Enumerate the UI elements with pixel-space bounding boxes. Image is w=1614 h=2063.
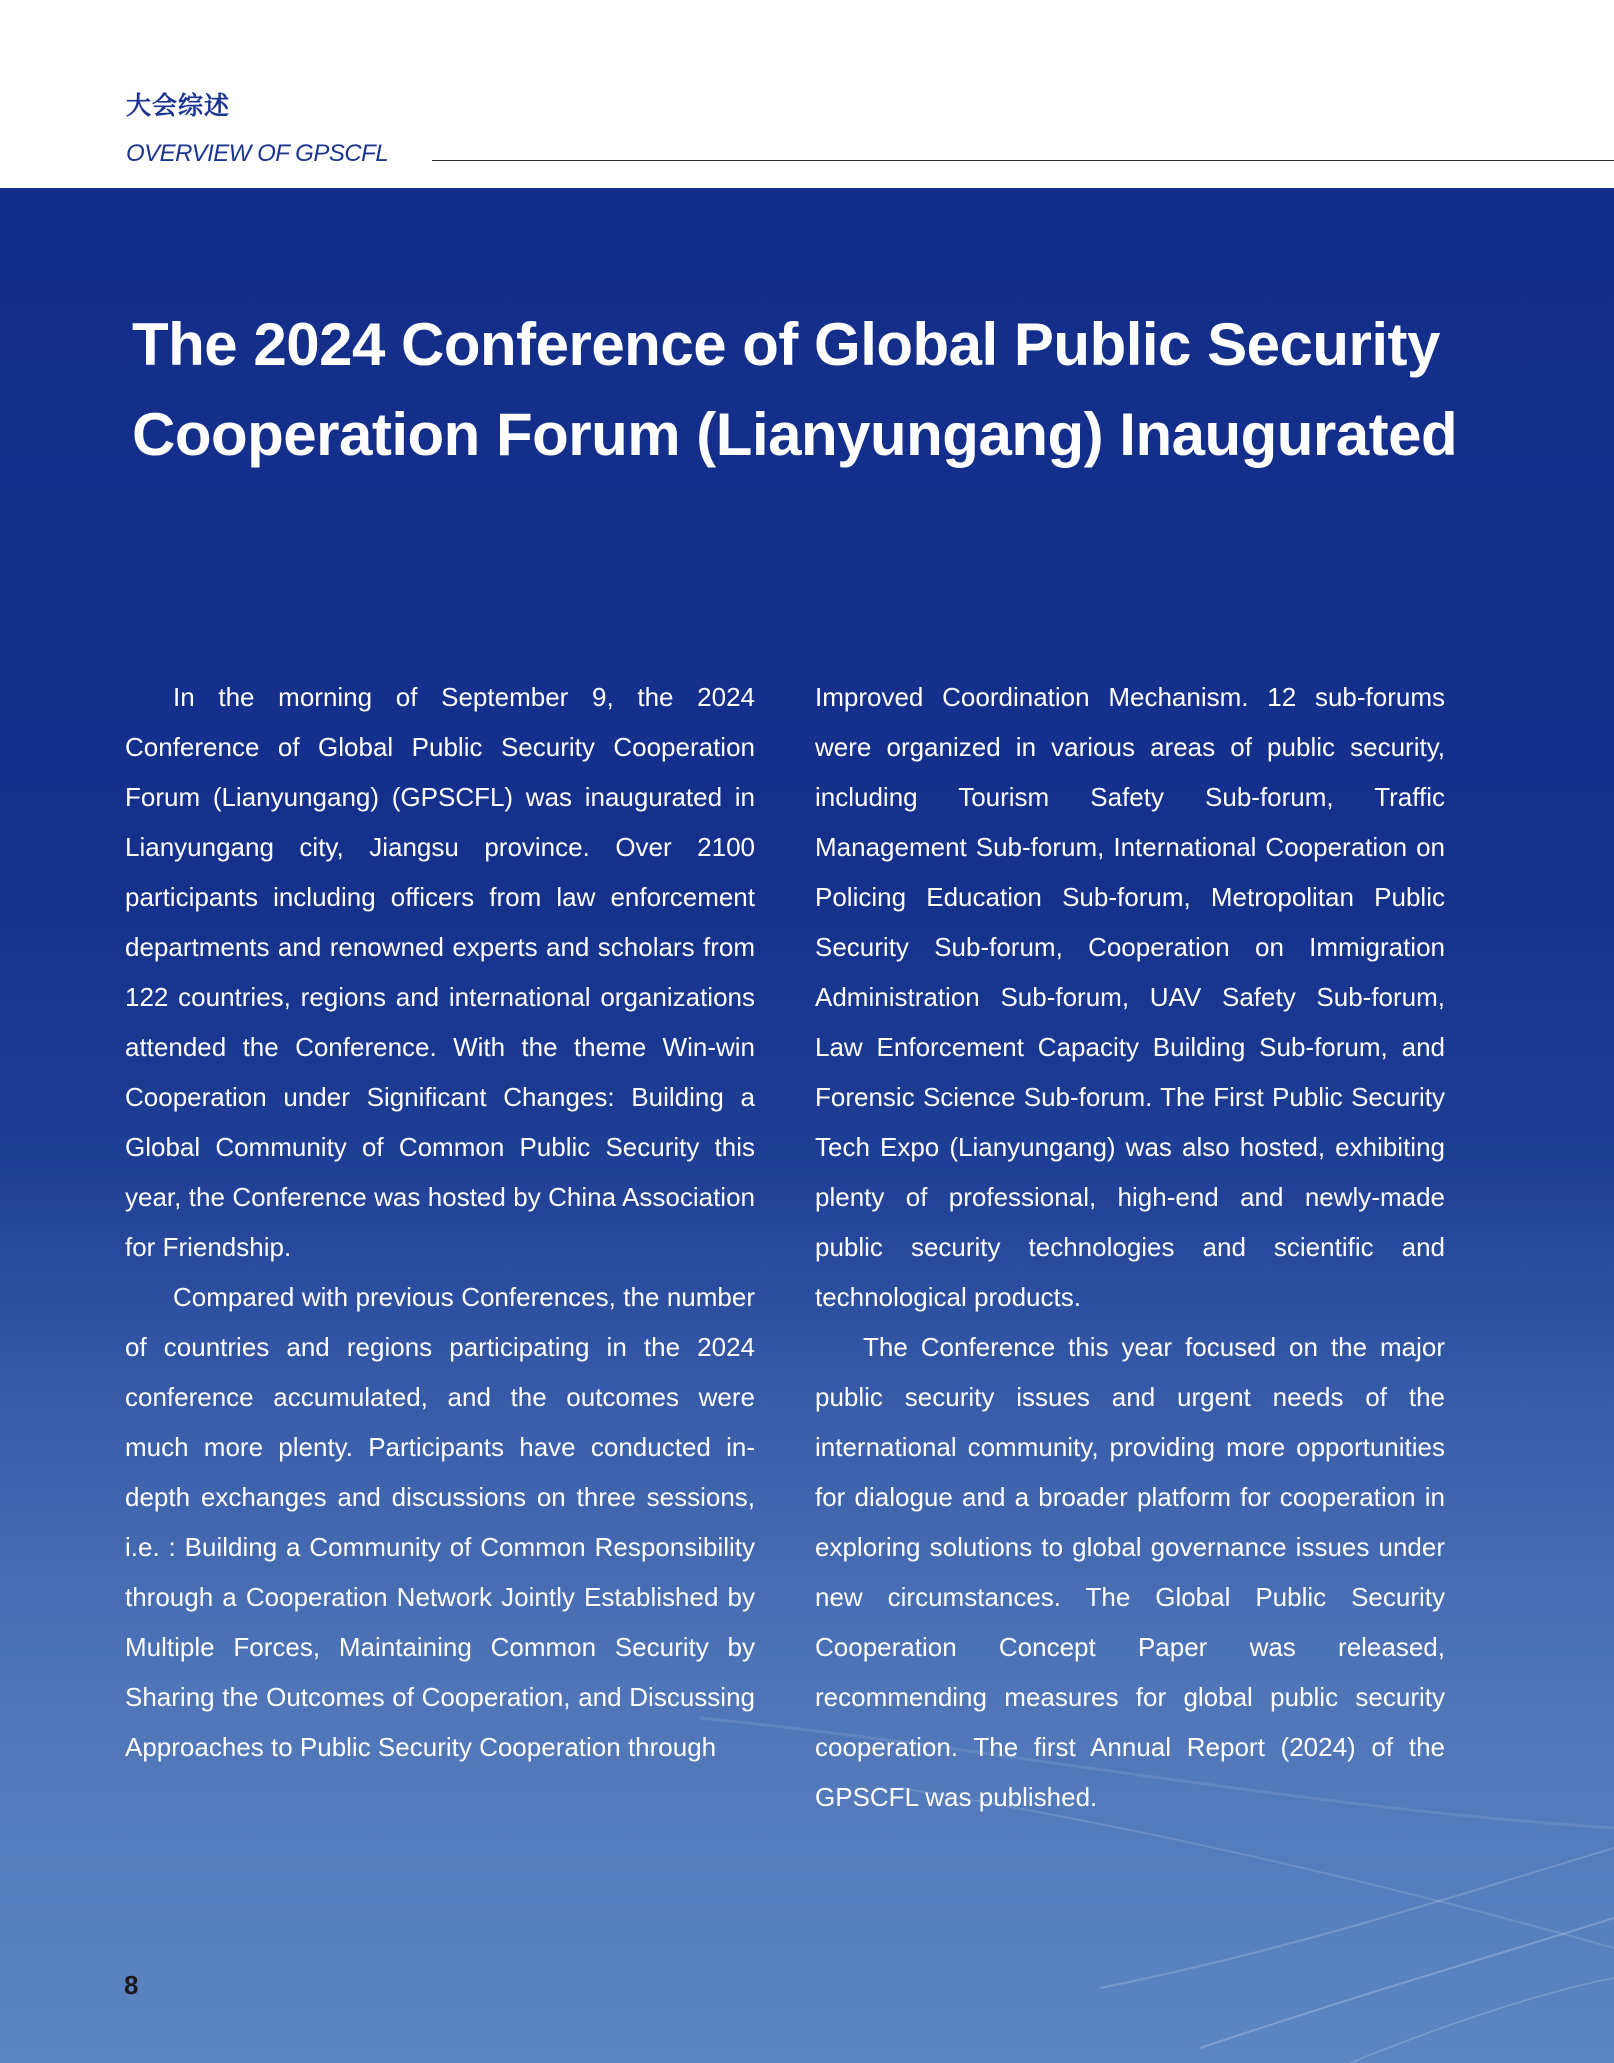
body-paragraph: Improved Coordination Mechanism. 12 sub-forums were organized in various areas of public security, including Tourism Safety Sub-forum, Traffic Management Sub-forum, International Cooperation on Policing Education Sub-forum, Metropolitan Public Security Sub-forum, Cooperation on Immigration Administration Sub-forum, UAV Safety Sub-forum, Law Enforcement Capacity Building Sub-forum, and Forensic Science Sub-forum. The First Public Security Tech Expo (Lianyungang) was also hosted, exhibiting plenty of professional, high-end and newly-made public security technologies and scientific and technological products. bbox=[815, 682, 1445, 1312]
left-text-column bbox=[125, 672, 755, 1772]
right-text-column bbox=[815, 672, 1445, 1822]
page-number: 8 bbox=[124, 1970, 139, 2000]
article-title-line-2: Cooperation Forum (Lianyungang) Inaugurated bbox=[132, 401, 1458, 468]
article-panel bbox=[0, 188, 1614, 2063]
header-divider bbox=[432, 160, 1614, 161]
section-title-en: OVERVIEW OF GPSCFL bbox=[126, 140, 389, 167]
body-paragraph: In the morning of September 9, the 2024 Conference of Global Public Security Cooperation Forum (Lianyungang) (GPSCFL) was inaugurated in Lianyungang city, Jiangsu province. Over 2100 participants including officers from law enforcement departments and renowned experts and scholars from 122 countries, regions and international organizations attended the Conference. With the theme Win-win Cooperation under Significant Changes: Building a Global Community of Common Public Security this year, the Conference was hosted by China Association for Friendship. bbox=[125, 682, 755, 1262]
article-title-line-1: The 2024 Conference of Global Public Security bbox=[132, 311, 1440, 378]
page-header bbox=[0, 0, 1614, 188]
body-paragraph: The Conference this year focused on the major public security issues and urgent needs of the international community, providing more opportunities for dialogue and a broader platform for cooperation in exploring solutions to global governance issues under new circumstances. The Global Public Security Cooperation Concept Paper was released, recommending measures for global public security cooperation. The first Annual Report (2024) of the GPSCFL was published. bbox=[815, 1332, 1445, 1812]
article-title bbox=[132, 300, 1512, 480]
body-paragraph: Compared with previous Conferences, the number of countries and regions participating in the 2024 conference accumulated, and the outcomes were much more plenty. Participants have conducted in-depth exchanges and discussions on three sessions, i.e. : Building a Community of Common Responsibility through a Cooperation Network Jointly Established by Multiple Forces, Maintaining Common Security by Sharing the Outcomes of Cooperation, and Discussing Approaches to Public Security Cooperation through bbox=[125, 1282, 755, 1762]
section-title-cn: 大会综述 bbox=[126, 91, 231, 120]
